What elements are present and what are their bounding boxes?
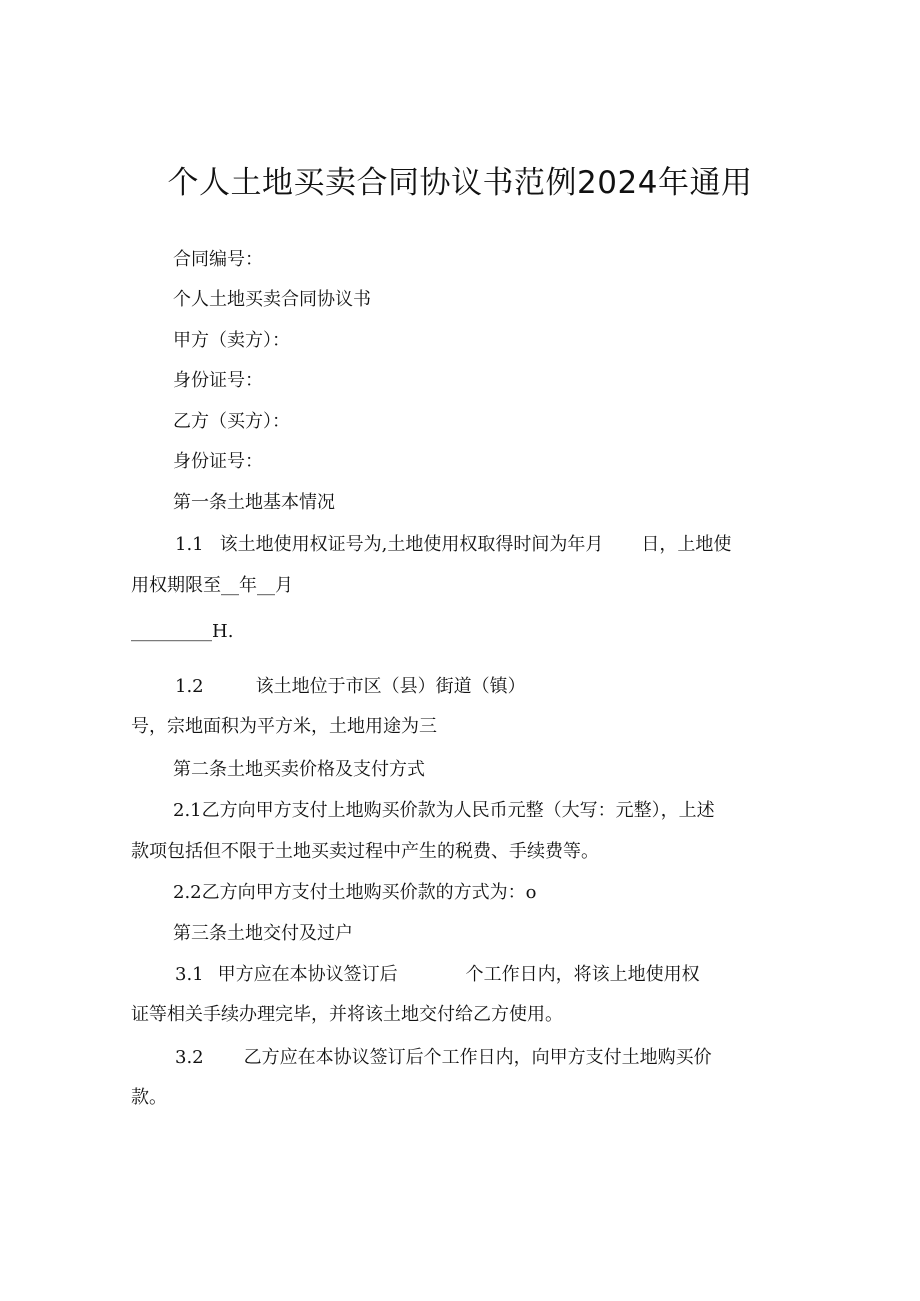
clause-1-2	[175, 674, 526, 700]
clause-3-1-text-a: 甲方应在本协议签订后	[217, 964, 398, 985]
party-a-id-label: 身份证号：	[173, 370, 263, 391]
clause-1-2-number: 1.2	[175, 676, 204, 697]
clause-2-1-line-2: 款项包括但不限于土地买卖过程中产生的税费、手续费等。	[131, 841, 599, 862]
clause-1-2-line-2: 号，宗地面积为平方米，土地用途为三	[131, 716, 437, 737]
article-2-heading: 第二条土地买卖价格及支付方式	[173, 759, 425, 780]
clause-1-1-number: 1.1	[175, 534, 204, 555]
party-b-id-label: 身份证号：	[173, 451, 263, 472]
clause-3-1	[175, 962, 700, 988]
clause-1-1-text-a: 该土地使用权证号为,土地使用权取得时间为年月	[219, 534, 604, 555]
clause-3-1-line-2: 证等相关手续办理完毕，并将该土地交付给乙方使用。	[131, 1004, 563, 1025]
clause-2-1: 2.1乙方向甲方支付上地购买价款为人民币元整（大写：元整），上述	[173, 800, 715, 821]
clause-3-2-number: 3.2	[175, 1047, 204, 1068]
document-subtitle: 个人土地买卖合同协议书	[173, 289, 371, 310]
article-3-heading: 第三条土地交付及过户	[173, 923, 353, 944]
clause-1-1-text-b: 日，上地使	[641, 534, 732, 555]
party-b-label: 乙方（买方）：	[173, 411, 290, 432]
contract-number-label: 合同编号：	[173, 249, 263, 270]
clause-3-2	[175, 1045, 712, 1071]
clause-1-2-text: 该土地位于市区（县）街道（镇）	[255, 676, 526, 697]
clause-3-1-number: 3.1	[175, 964, 204, 985]
clause-3-1-text-b: 个工作日内，将该上地使用权	[465, 964, 700, 985]
document-title: 个人土地买卖合同协议书范例2024年通用	[167, 165, 753, 201]
clause-1-1	[175, 532, 731, 558]
clause-3-2-text: 乙方应在本协议签订后个工作日内，向甲方支付土地购买价	[243, 1047, 712, 1068]
clause-1-1-line-2: 用权期限至__年__月	[131, 575, 293, 596]
party-a-label: 甲方（卖方）：	[173, 330, 290, 351]
clause-2-2: 2.2乙方向甲方支付土地购买价款的方式为：o	[173, 882, 537, 903]
clause-1-1-line-3: _________H.	[131, 621, 234, 642]
clause-3-2-line-2: 款。	[131, 1087, 167, 1108]
article-1-heading: 第一条土地基本情况	[173, 492, 335, 513]
